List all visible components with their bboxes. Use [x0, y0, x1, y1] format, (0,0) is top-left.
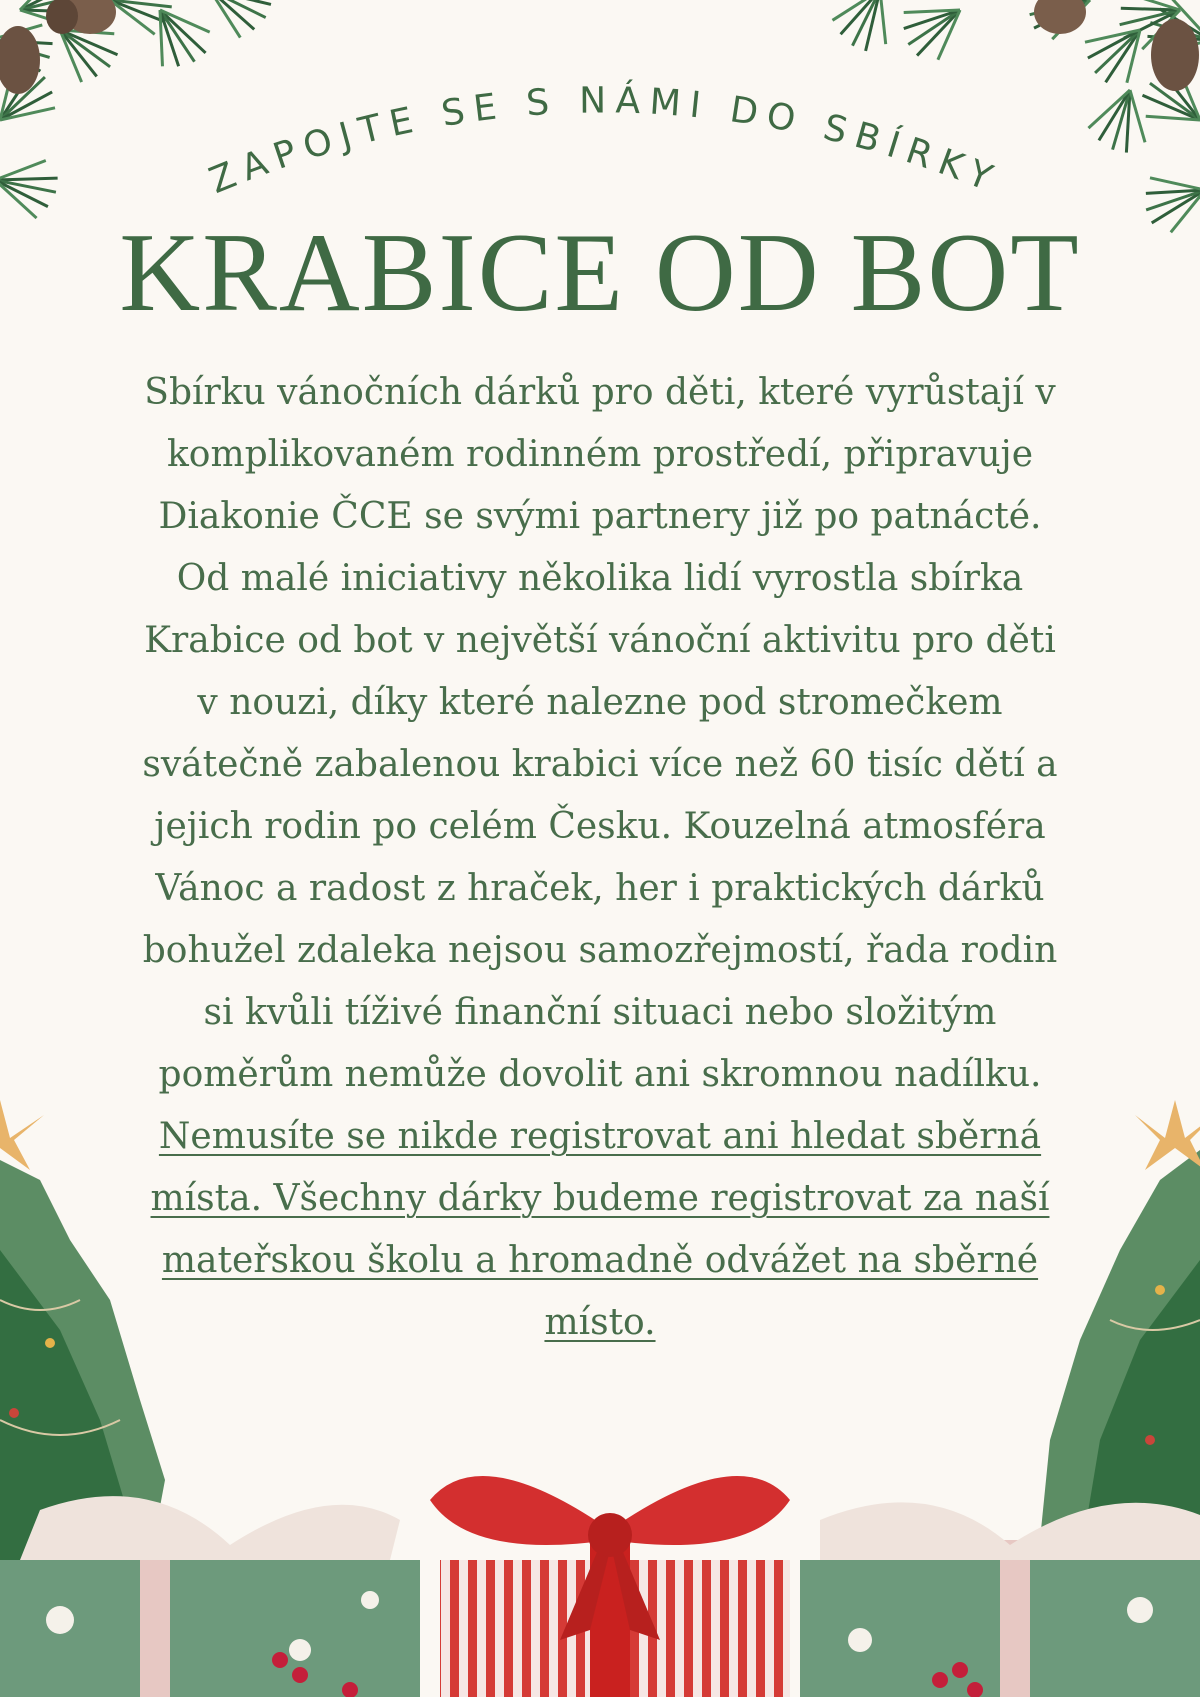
registration-info-link[interactable]: místa. Všechny dárky budeme registrovat za naší: [150, 1178, 1050, 1219]
registration-info-link[interactable]: mateřskou školu a hromadně odvážet na sběrné: [161, 1240, 1039, 1281]
body-line: jejich rodin po celém Česku. Kouzelná atmosféra: [154, 806, 1046, 847]
registration-info-link[interactable]: Nemusíte se nikde registrovat ani hledat sběrná: [158, 1116, 1042, 1157]
body-line: Vánoc a radost z hraček, her i praktických dárků: [155, 868, 1045, 909]
body-line: Sbírku vánočních dárků pro děti, které vyrůstají v: [144, 372, 1056, 413]
gift-box-icon: [800, 1502, 1200, 1697]
page-title: KRABICE OD BOT: [119, 211, 1081, 335]
body-line: Krabice od bot v největší vánoční aktivitu pro děti: [144, 620, 1056, 661]
body-line: komplikovaném rodinném prostředí, připravuje: [166, 434, 1034, 475]
body-line: Od malé iniciativy několika lidí vyrostla sbírka: [176, 558, 1024, 599]
gift-box-icon: [440, 1540, 790, 1697]
body-line: bohužel zdaleka nejsou samozřejmostí, řada rodin: [142, 930, 1058, 971]
body-line: si kvůli tíživé finanční situaci nebo složitým: [203, 992, 997, 1033]
body-line: Diakonie ČCE se svými partnery již po patnácté.: [158, 496, 1042, 537]
body-line: poměrům nemůže dovolit ani skromnou nadílku.: [158, 1054, 1042, 1095]
body-paragraph: [70, 362, 1130, 1354]
gift-box-icon: [0, 1496, 420, 1697]
svg-text:ZAPOJTE SE S NÁMI DO SBÍRKY: [204, 79, 1006, 202]
body-line: svátečně zabalenou krabici více než 60 tisíc dětí a: [142, 744, 1058, 785]
body-line: v nouzi, díky které nalezne pod stromečkem: [197, 682, 1003, 723]
registration-info-link[interactable]: místo.: [544, 1302, 656, 1343]
arched-subtitle-text: ZAPOJTE SE S NÁMI DO SBÍRKY: [203, 80, 1006, 203]
